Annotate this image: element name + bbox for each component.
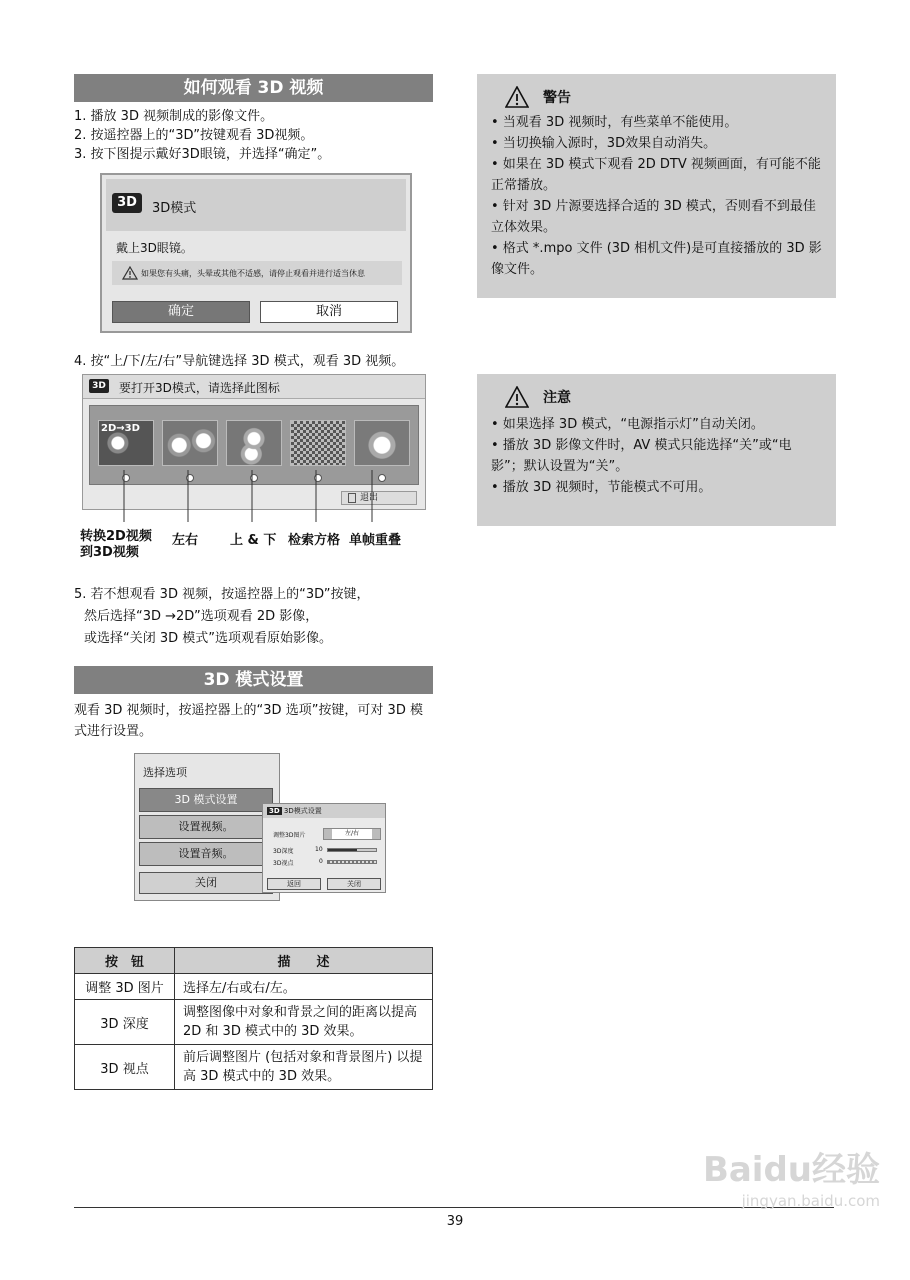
thumb-2d-3d-label: 2D→3D xyxy=(101,423,140,434)
table-row xyxy=(75,974,433,1000)
mode-thumb-checkerboard[interactable] xyxy=(290,420,346,466)
watermark-url: jingyan.baidu.com xyxy=(741,1192,880,1210)
table-cell-description: 选择左/右或右/左。 xyxy=(175,974,433,1000)
table-header-row xyxy=(75,948,433,974)
3d-viewpoint-label: 3D视点 xyxy=(273,860,294,867)
step-5-line: 5. 若不想观看 3D 视频，按遥控器上的“3D”按键， xyxy=(74,587,370,602)
warning-title: 警告 xyxy=(543,90,571,106)
options-menu xyxy=(134,753,280,901)
arrow-left-icon[interactable] xyxy=(324,829,332,839)
warning-item: • 针对 3D 片源要选择合适的 3D 模式，否则看不到最佳立体效果。 xyxy=(491,199,816,235)
3d-depth-value: 10 xyxy=(315,846,323,853)
menu-item-3d-mode-settings[interactable]: 3D 模式设置 xyxy=(139,788,273,812)
table-header-cell: 按 钮 xyxy=(75,948,175,974)
dialog-message: 戴上3D眼镜。 xyxy=(116,241,193,255)
table-cell-description: 前后调整图片 (包括对象和背景图片) 以提高 3D 模式中的 3D 效果。 xyxy=(175,1045,433,1090)
page-number: 39 xyxy=(446,1214,464,1229)
mode-label-frame-sequential: 单帧重叠 xyxy=(349,533,402,548)
mode-label-side-by-side: 左右 xyxy=(172,533,199,548)
dialog-header xyxy=(106,179,406,231)
mode-thumb-frame-sequential[interactable] xyxy=(354,420,410,466)
mode-thumb-2d-to-3d[interactable] xyxy=(98,420,154,466)
caution-header xyxy=(505,386,822,408)
caution-item: • 如果选择 3D 模式，“电源指示灯”自动关闭。 xyxy=(491,417,764,432)
warning-triangle-icon xyxy=(122,266,138,280)
section2-intro xyxy=(74,700,436,742)
step-5-line: 然后选择“3D →2D”选项观看 2D 影像， xyxy=(84,609,319,624)
table-row xyxy=(75,1000,433,1045)
3d-depth-label: 3D深度 xyxy=(273,848,294,855)
adjust-3d-image-value: 左/右 xyxy=(344,830,360,837)
3d-settings-subpanel xyxy=(262,803,386,893)
3d-viewpoint-value: 0 xyxy=(319,858,323,865)
3d-viewpoint-slider[interactable] xyxy=(327,860,377,864)
baidu-watermark xyxy=(640,1150,880,1212)
menu-item-video-settings[interactable]: 设置视频。 xyxy=(139,815,273,839)
warning-box xyxy=(477,74,836,298)
options-menu-title: 选择选项 xyxy=(143,766,187,779)
table-cell-button: 3D 视点 xyxy=(75,1045,175,1090)
step-2: 2. 按遥控器上的“3D”按键观看 3D视频。 xyxy=(74,128,314,143)
dialog-warning-text: 如果您有头痛，头晕或其他不适感，请停止观看并进行适当休息 xyxy=(141,268,365,278)
3d-icon: 3D xyxy=(112,193,142,213)
table-header-cell: 描 述 xyxy=(175,948,433,974)
steps-list xyxy=(74,107,434,164)
dialog-warning-bar xyxy=(112,261,402,285)
warning-item: • 格式 *.mpo 文件 (3D 相机文件)是可直接播放的 3D 影像文件。 xyxy=(491,241,822,277)
table-cell-button: 调整 3D 图片 xyxy=(75,974,175,1000)
arrow-right-icon[interactable] xyxy=(372,829,380,839)
menu-close-button[interactable]: 关闭 xyxy=(139,872,273,894)
warning-item: • 当观看 3D 视频时，有些菜单不能使用。 xyxy=(491,115,738,130)
intro-line: 观看 3D 视频时，按遥控器上的“3D 选项”按键，可对 3D 模 xyxy=(74,703,423,718)
mode-panel-header xyxy=(83,375,425,399)
exit-label: 退出 xyxy=(360,493,379,503)
subpanel-title: 3D模式设置 xyxy=(283,807,322,815)
mode-pointer-lines xyxy=(82,470,422,530)
warning-item: • 如果在 3D 模式下观看 2D DTV 视频画面，有可能不能正常播放。 xyxy=(491,157,821,193)
caution-title: 注意 xyxy=(543,390,571,406)
dialog-title: 3D模式 xyxy=(152,201,197,216)
menu-item-audio-settings[interactable]: 设置音频。 xyxy=(139,842,273,866)
adjust-3d-image-label: 调整3D图片 xyxy=(273,832,306,839)
table-cell-description: 调整图像中对象和背景之间的距离以提高 2D 和 3D 模式中的 3D 效果。 xyxy=(175,1000,433,1045)
caution-item: • 播放 3D 影像文件时，AV 模式只能选择“关”或“电影”；默认设置为“关”。 xyxy=(491,438,792,474)
mode-label-2d-to-3d: 转换2D视频 到3D视频 xyxy=(80,529,152,560)
warning-header xyxy=(505,86,822,108)
step-1: 1. 播放 3D 视频制成的影像文件。 xyxy=(74,109,274,124)
table-cell-button: 3D 深度 xyxy=(75,1000,175,1045)
caution-item: • 播放 3D 视频时，节能模式不可用。 xyxy=(491,480,712,495)
subpanel-back-button[interactable]: 返回 xyxy=(267,878,321,890)
button-description-table xyxy=(74,947,433,1090)
caution-box xyxy=(477,374,836,526)
mode-thumb-top-bottom[interactable] xyxy=(226,420,282,466)
section-heading-3d-settings: 3D 模式设置 xyxy=(74,666,433,694)
table-row xyxy=(75,1045,433,1090)
subpanel-close-button[interactable]: 关闭 xyxy=(327,878,381,890)
cancel-button[interactable]: 取消 xyxy=(260,301,398,323)
step-3: 3. 按下图提示戴好3D眼镜，并选择“确定”。 xyxy=(74,147,331,162)
mode-thumb-side-by-side[interactable] xyxy=(162,420,218,466)
warning-triangle-icon xyxy=(505,86,529,108)
warning-item: • 当切换输入源时，3D效果自动消失。 xyxy=(491,136,717,151)
3d-mode-dialog xyxy=(100,173,412,333)
watermark-brand: Baidu经验 xyxy=(702,1150,880,1190)
caution-triangle-icon xyxy=(505,386,529,408)
ok-button[interactable]: 确定 xyxy=(112,301,250,323)
3d-depth-slider[interactable] xyxy=(327,848,377,852)
step-5 xyxy=(74,584,444,650)
mode-label-checkerboard: 检索方格 xyxy=(288,533,341,548)
3d-icon: 3D xyxy=(89,379,109,393)
subpanel-header xyxy=(263,804,385,818)
mode-label-top-bottom: 上 & 下 xyxy=(230,533,277,548)
adjust-3d-image-select[interactable] xyxy=(323,828,381,840)
section-heading-how-to-watch: 如何观看 3D 视频 xyxy=(74,74,433,102)
intro-line: 式进行设置。 xyxy=(74,724,153,739)
3d-icon: 3D xyxy=(269,807,280,815)
step-5-line: 或选择“关闭 3D 模式”选项观看原始影像。 xyxy=(84,631,333,646)
step-4: 4. 按“上/下/左/右”导航键选择 3D 模式，观看 3D 视频。 xyxy=(74,354,405,369)
mode-panel-header-text: 要打开3D模式，请选择此图标 xyxy=(119,381,280,395)
